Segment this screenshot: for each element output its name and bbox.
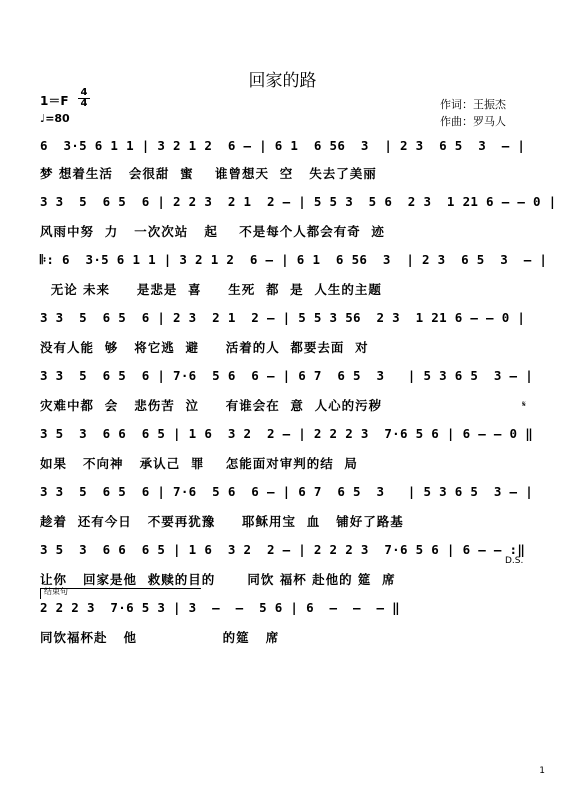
lyrics-row-9: 同饮福杯赴 他 的筵 席 [40,630,280,645]
lyricist-credit: 作词：王振杰 [440,98,506,111]
notation-row-5: 3 3 5 6 5 6 | 7·6 5 6 6 – | 6 7 6 5 3 | 5 3 6 5 3 – | [40,368,534,383]
song-title: 回家的路 [248,71,317,91]
notation-row-3: 𝄆: 6 3·5 6 1 1 | 3 2 1 2 6 – | 6 1 6 56 3 | 2 3 6 5 3 – | [40,252,548,267]
time-signature [78,88,90,109]
notation-row-1: 6 3·5 6 1 1 | 3 2 1 2 6 – | 6 1 6 56 3 | 2 3 6 5 3 – | [40,138,526,153]
notation-row-8: 3 5 3 6 6 6 5 | 1 6 3 2 2 – | 2 2 2 3 7·6 5 6 | 6 – – :‖ [40,542,526,557]
lyrics-row-1: 梦 想着生活 会很甜 蜜 谁曾想天 空 失去了美丽 [40,166,377,181]
lyrics-row-7: 趁着 还有今日 不要再犹豫 耶稣用宝 血 铺好了路基 [40,514,404,529]
notation-row-9: 2 2 2 3 7·6 5 3 | 3 – – 5 6 | 6 – – – ‖ [40,600,400,615]
notation-row-7: 3 3 5 6 5 6 | 7·6 5 6 6 – | 6 7 6 5 3 | 5 3 6 5 3 – | [40,484,534,499]
notation-row-2: 3 3 5 6 5 6 | 2 2 3 2 1 2 – | 5 5 3 5 6 2 3 1 21 6 – – 0 | [40,194,557,209]
lyrics-row-4: 没有人能 够 将它逃 避 活着的人 都要去面 对 [40,340,369,355]
page-number: 1 [539,766,545,776]
ending-label: 结束句 [44,587,68,596]
lyrics-row-6: 如果 不向神 承认己 罪 怎能面对审判的结 局 [40,456,358,471]
notation-row-6: 3 5 3 6 6 6 5 | 1 6 3 2 2 – | 2 2 2 3 7·6 5 6 | 6 – – 0 ‖ [40,426,534,441]
lyrics-row-8: 让你 回家是他 救赎的目的 同饮 福杯 赴他的 筵 席 [40,572,396,587]
ds-mark: D.S. [505,556,524,566]
lyrics-row-5: 灾难中都 会 悲伤苦 泣 有谁会在 意 人心的污秽 [40,398,383,413]
segno-mark: 𝄋 [522,400,526,410]
lyrics-row-3: 无论 未来 是悲是 喜 生死 都 是 人生的主题 [40,282,382,297]
time-signature-top: 4 [78,88,90,99]
notation-row-4: 3 3 5 6 5 6 | 2 3 2 1 2 – | 5 5 3 56 2 3 1 21 6 – – 0 | [40,310,526,325]
lyrics-row-2: 风雨中努 力 一次次站 起 不是每个人都会有奇 迹 [40,224,385,239]
tempo-mark: ♩=80 [40,112,70,125]
time-signature-bottom: 4 [80,98,88,109]
composer-credit: 作曲：罗马人 [440,115,506,128]
key-signature: 1＝F [40,94,69,108]
